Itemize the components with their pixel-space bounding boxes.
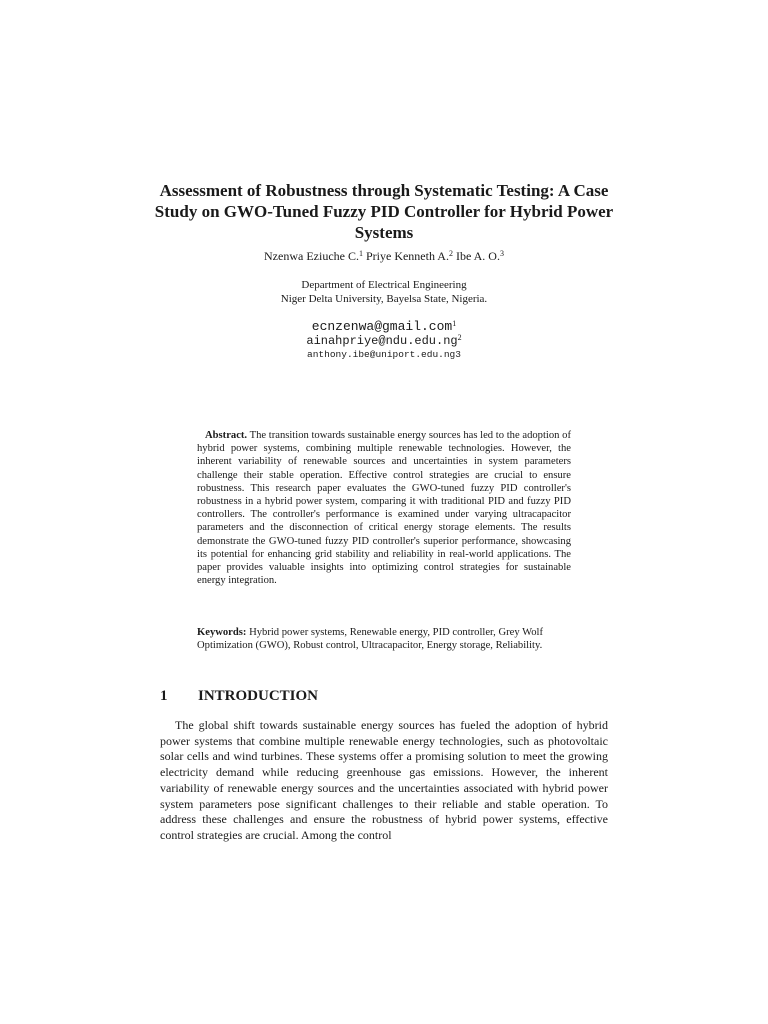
author-name: Nzenwa Eziuche C. [264, 249, 359, 263]
section-heading [160, 687, 608, 705]
email-line [150, 334, 618, 348]
introduction-paragraph: The global shift towards sustainable energy sources has fueled the adoption of hybrid power systems that combine multiple renewable energy technologies, such as photovoltaic solar cells and wind turbines. These systems offer a promising solution to meet the growing electricity demand while reducing greenhouse gas emissions. However, the inherent variability of renewable energy sources and the uncertainties associated with hybrid power system parameters pose significant challenges to their reliable and stable operation. To address these challenges and ensure the robustness of hybrid power systems, effective control strategies are crucial. Among the control [160, 718, 608, 842]
email-mark: 2 [457, 333, 462, 342]
email-address: ainahpriye@ndu.edu.ng [306, 334, 458, 348]
email-list [150, 319, 618, 362]
keywords-label: Keywords: [197, 627, 247, 638]
keywords-text: Hybrid power systems, Renewable energy, PID controller, Grey Wolf Optimization (GWO), Robust control, Ultracapacitor, Energy storage, Reliability. [197, 627, 543, 652]
author-name: Priye Kenneth A. [365, 249, 449, 263]
paper-title: Assessment of Robustness through Systematic Testing: A Case Study on GWO-Tuned Fuzzy PID Controller for Hybrid Power Systems [154, 181, 614, 242]
author-affiliation-mark: 2 [448, 249, 453, 258]
section-number: 1 [160, 688, 168, 704]
email-line [150, 348, 618, 362]
keywords [197, 626, 571, 652]
email-address: ecnzenwa@gmail.com [311, 319, 453, 334]
author-affiliation-mark: 1 [358, 249, 363, 258]
email-line [150, 319, 618, 334]
author-affiliation-mark: 3 [499, 249, 504, 258]
author-list [150, 249, 618, 263]
affiliation-institution: Niger Delta University, Bayelsa State, Nigeria. [280, 293, 488, 305]
author-name: Ibe A. O. [455, 249, 500, 263]
section-title: INTRODUCTION [198, 688, 319, 704]
email-address: anthony.ibe@uniport.edu.ng3 [307, 349, 461, 360]
abstract-label: Abstract. [205, 430, 248, 441]
abstract-text: The transition towards sustainable energy sources has led to the adoption of hybrid power systems, combining multiple renewable technologies. However, the inherent variability of renewable sources and uncertainties in system parameters challenge their stable operation. Effective control strategies are crucial to ensure robustness. This research paper evaluates the GWO-tuned fuzzy PID controller's robustness in a hybrid power system, comparing it with traditional PID and fuzzy PID controllers. The controller's performance is examined under varying ultracapacitor parameters and the disconnection of critical energy storage elements. The results demonstrate the GWO-tuned fuzzy PID controller's superior performance, showcasing its potential for enhancing grid stability and reliability in real-world applications. The paper provides valuable insights into optimizing control strategies for sustainable energy integration. [197, 430, 571, 587]
abstract [197, 429, 571, 587]
email-mark: 1 [452, 319, 457, 328]
affiliation-department: Department of Electrical Engineering [301, 279, 467, 291]
